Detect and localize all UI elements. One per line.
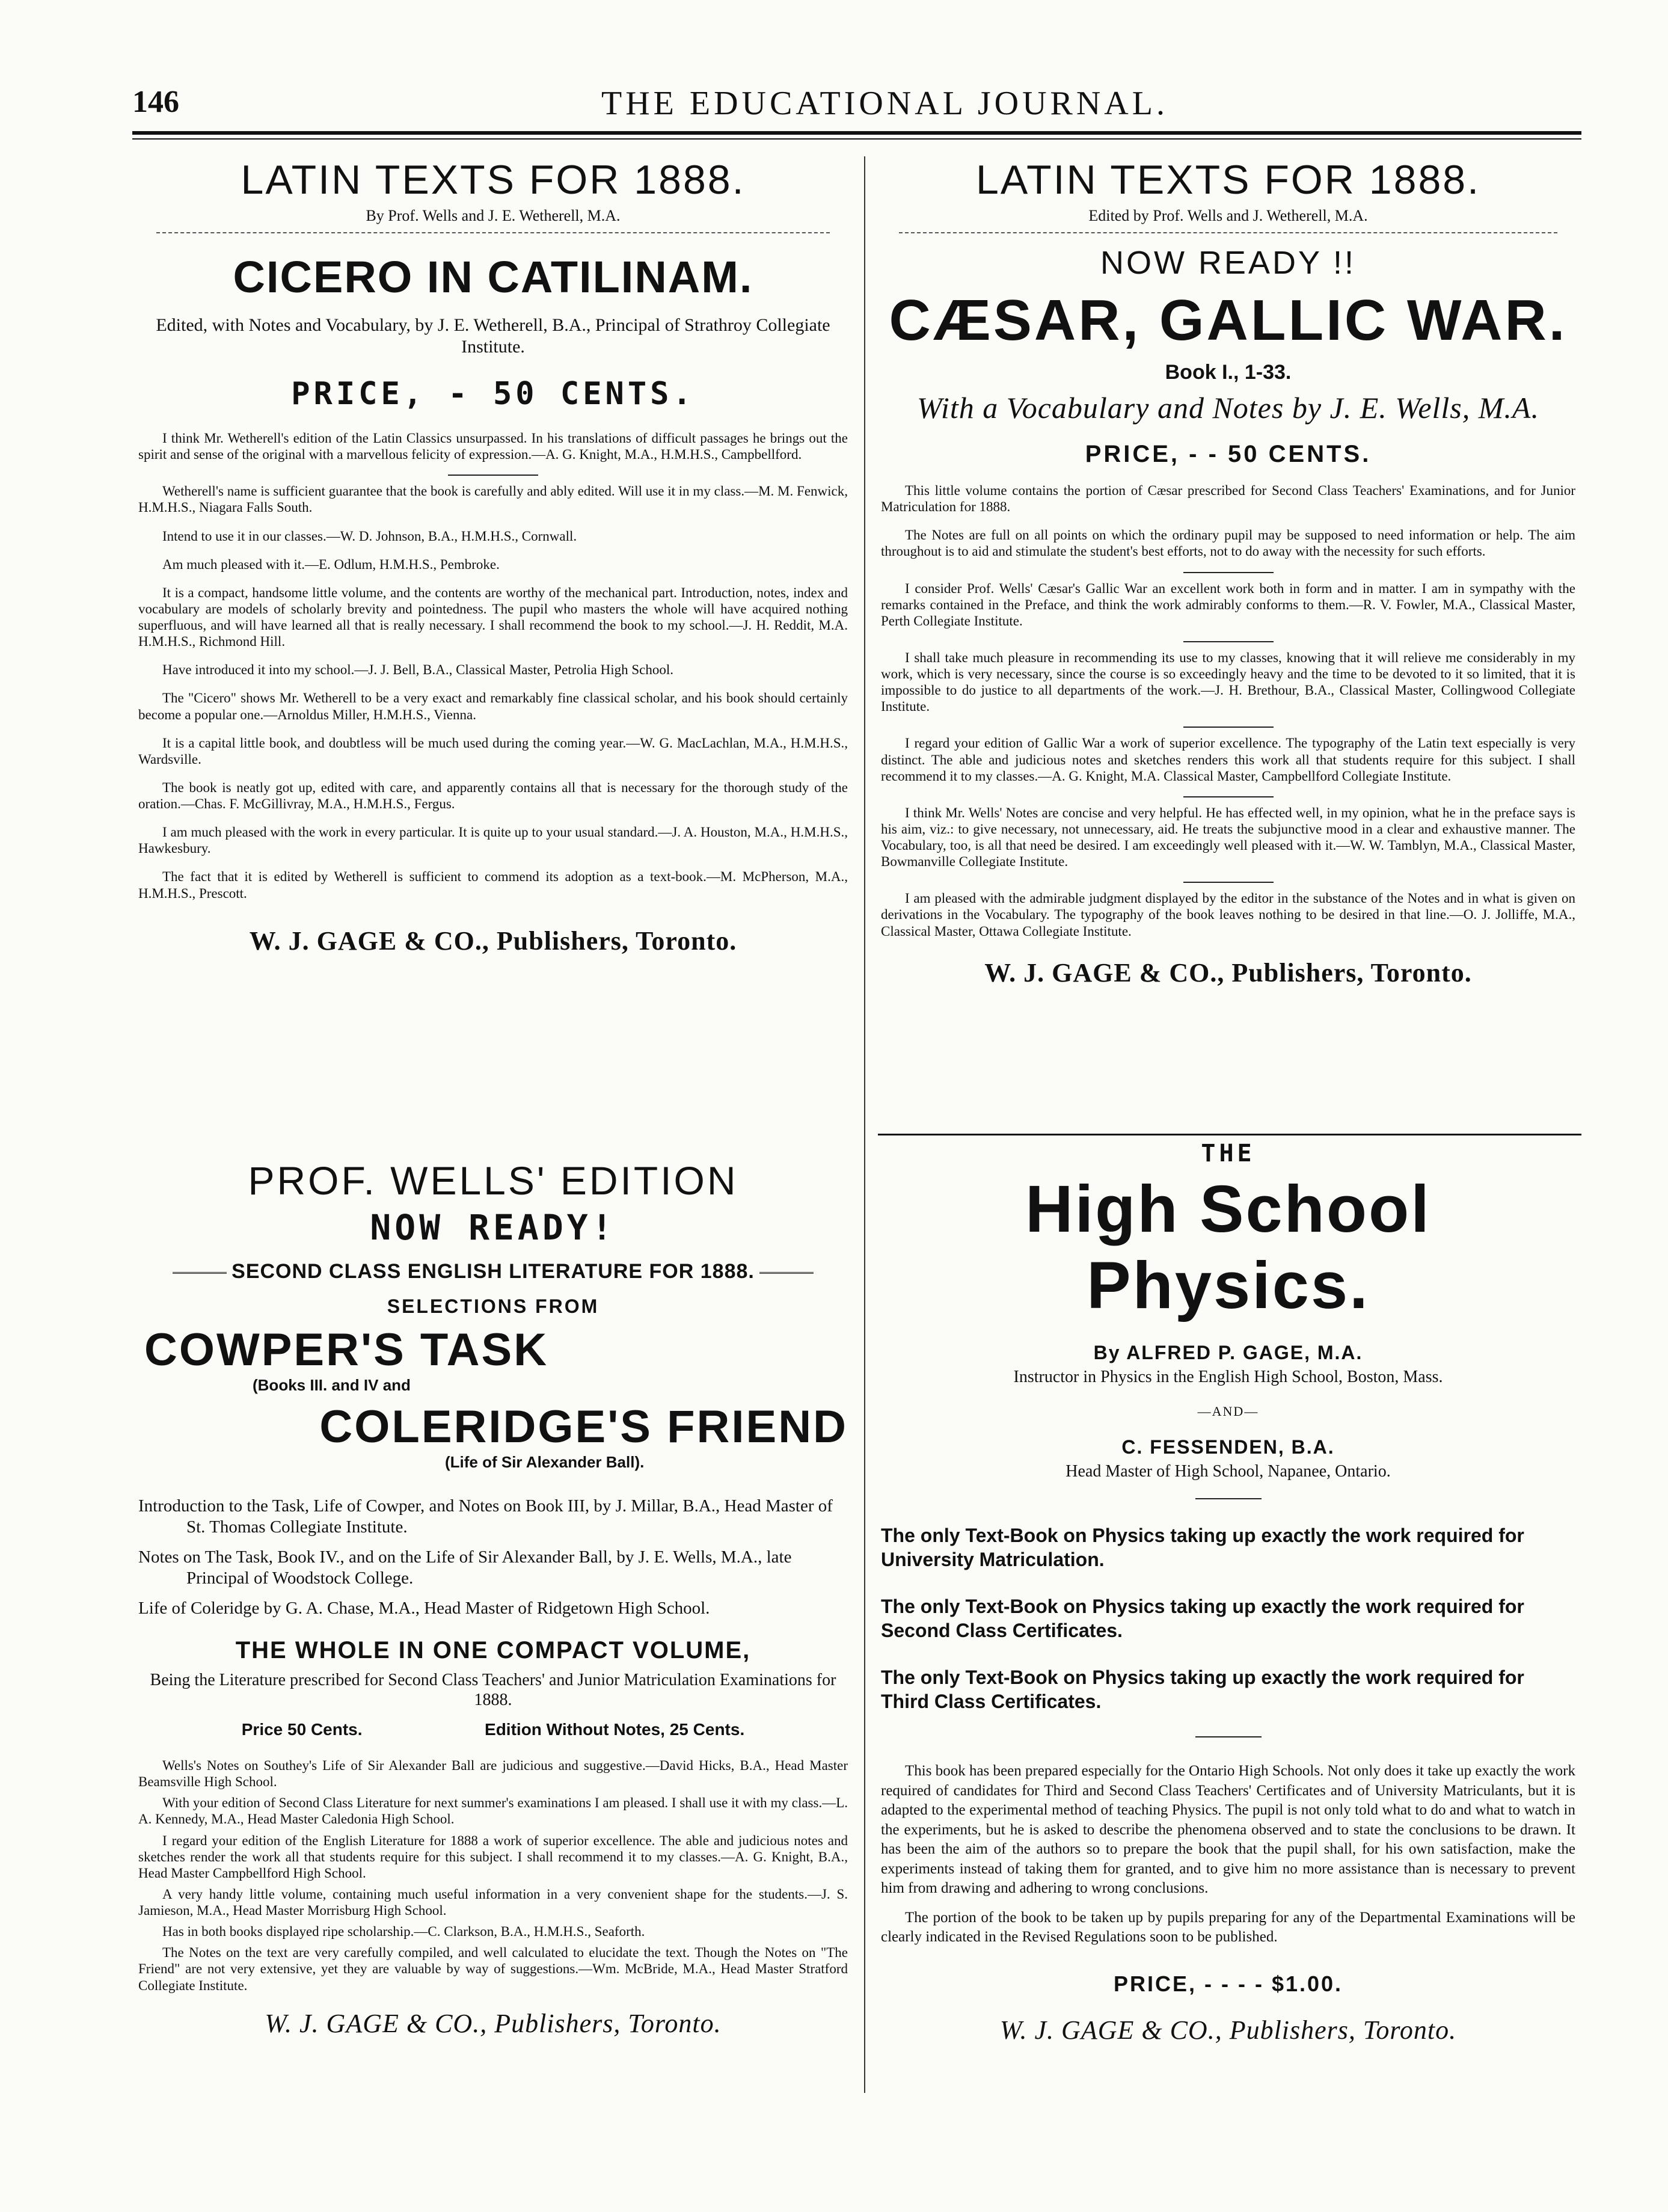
testimonial: The fact that it is edited by Wetherell is sufficient to commend its adoption as a text-book.—M. McPherson, M.A., H.M.H.S., Prescott.	[138, 869, 848, 901]
testimonial: The Notes are full on all points on which the ordinary pupil may be supposed to need information or help. The aim throughout is to aid and stimulate the student's best efforts, not to do away with the necessity for such efforts.	[881, 527, 1575, 559]
testimonial: I regard your edition of the English Literature for 1888 a work of superior excellence. The able and judicious notes and sketches render the work all that students require for this subject. I shall recommend it to my classes.—A. G. Knight, B.A., Head Master Campbellford High School.	[138, 1833, 848, 1881]
section-header: LATIN TEXTS FOR 1888.	[241, 157, 746, 203]
selections-from: SELECTIONS FROM	[387, 1295, 599, 1317]
banner-rule	[173, 1272, 227, 1274]
divider	[1195, 1498, 1262, 1499]
testimonial: It is a capital little book, and doubtless will be much used during the coming year.—W. G. MacLachlan, M.A., H.M.H.S., Wardsville.	[138, 735, 848, 767]
the-label: THE	[1201, 1140, 1256, 1167]
publisher-imprint: W. J. GAGE & CO., Publishers, Toronto.	[984, 957, 1472, 988]
cicero-advert	[132, 150, 854, 1131]
testimonial: A very handy little volume, containing much useful information in a very convenient shape for the students.—J. S. Jamieson, M.A., Head Master Morrisburg High School.	[138, 1886, 848, 1919]
physics-advert	[875, 1140, 1581, 2108]
book-title: CÆSAR, GALLIC WAR.	[889, 288, 1568, 352]
testimonials	[138, 430, 848, 902]
claim: The only Text-Book on Physics taking up exactly the work required for Third Class Certificates.	[881, 1667, 1524, 1712]
testimonial: It is a compact, handsome little volume, and the contents are worthy of the mechanical part. Introduction, notes, index and vocabulary are models of scholarly brevity and pointedness. The pupil who masters the whole will have acquired nothing superfluous, and will have learned all that is really necessary. I shall recommend the book to my school.—J. H. Reddit, M.A. H.M.H.S., Richmond Hill.	[138, 585, 848, 650]
literature-banner	[132, 1260, 854, 1283]
claim: The only Text-Book on Physics taking up exactly the work required for University Matriculation.	[881, 1525, 1524, 1570]
divider	[1183, 882, 1274, 883]
description	[881, 1762, 1575, 1947]
vocab-note: With a Vocabulary and Notes by J. E. Wells, M.A.	[917, 391, 1539, 425]
section-rule	[878, 1134, 1581, 1135]
description-paragraph: The portion of the book to be taken up by pupils preparing for any of the Departmental Examinations will be clearly indicated in the Revised Regulations soon to be published.	[881, 1909, 1575, 1945]
literature-advert	[132, 1140, 854, 2108]
book-title: High School Physics.	[1025, 1172, 1431, 1323]
dashed-rule	[156, 232, 830, 233]
price: PRICE, - - 50 CENTS.	[1085, 441, 1372, 467]
publisher-imprint: W. J. GAGE & CO., Publishers, Toronto.	[249, 926, 737, 956]
divider	[1183, 727, 1274, 728]
divider	[1195, 1736, 1262, 1737]
testimonial: Wetherell's name is sufficient guarantee that the book is carefully and ably edited. Will use it in my class.—M. M. Fenwick, H.M.H.S., Niagara Falls South.	[138, 484, 848, 515]
author-description: Instructor in Physics in the English High School, Boston, Mass.	[1013, 1368, 1443, 1386]
contents-item: Introduction to the Task, Life of Cowper, and Notes on Book III, by J. Millar, B.A., Head Master of St. Thomas Collegiate Institute.	[138, 1496, 833, 1537]
testimonial: I think Mr. Wetherell's edition of the Latin Classics unsurpassed. In his translations of difficult passages he brings out the spirit and sense of the original with a marvellous felicity of expression.—A. G. Knight, M.A., H.M.H.S., Campbellford.	[138, 431, 848, 462]
price: Price 50 Cents.	[241, 1720, 363, 1739]
divider	[1183, 796, 1274, 797]
testimonial: Wells's Notes on Southey's Life of Sir Alexander Ball are judicious and suggestive.—David Hicks, B.A., Head Master Beamsville High School.	[138, 1758, 848, 1790]
divider	[1183, 572, 1274, 573]
testimonial: Am much pleased with it.—E. Odlum, H.M.H.S., Pembroke.	[162, 556, 500, 572]
testimonial: The "Cicero" shows Mr. Wetherell to be a very exact and remarkably fine classical scholar, and his book should certainly become a popular one.—Arnoldus Miller, H.M.H.S., Vienna.	[138, 690, 848, 722]
caesar-advert	[875, 150, 1581, 1131]
column-divider	[864, 156, 865, 2093]
description-paragraph: This book has been prepared especially for the Ontario High Schools. Not only does it take up exactly the work required of candidates for Third and Second Class Teachers' Certificates and of University Matriculants, but it is adapted to the experimental method of teaching Physics. The pupil is not only told what to do and what to watch in the experiments, but he is asked to describe the phenomena observed and to state the conclusions to be drawn. It has been the aim of the authors so to prepare the book that the pupil shall, for his own satisfaction, make the experiments instead of taking them for granted, and to give him no more assistance than is necessary to prevent him from drawing and adhering to wrong conclusions.	[881, 1763, 1575, 1896]
testimonial: The Notes on the text are very carefully compiled, and well calculated to elucidate the text. Though the Notes on "The Friend" are not very extensive, yet they are valuable by way of suggestions.—Wm. McBride, M.A., Head Master Stratford Collegiate Institute.	[138, 1945, 848, 1993]
testimonial: I think Mr. Wells' Notes are concise and very helpful. He has effected well, in my opinion, what he in the preface says is his aim, viz.: to give necessary, not unnecessary, aid. He treats the subjunctive mood in a clear and exhaustive manner. The Vocabulary, too, is all that need be desired. I am exceedingly well pleased with it.—W. W. Tamblyn, M.A., Classical Master, Bowmanville Collegiate Institute.	[881, 805, 1575, 870]
byline: Edited by Prof. Wells and J. Wetherell, M.A.	[1088, 207, 1368, 224]
price: PRICE, - 50 CENTS.	[291, 376, 695, 412]
book-title: CICERO IN CATILINAM.	[233, 252, 753, 302]
now-ready: NOW READY!	[370, 1207, 616, 1248]
price-without-notes: Edition Without Notes, 25 Cents.	[485, 1720, 745, 1739]
dashed-rule	[899, 232, 1557, 233]
testimonial: I am pleased with the admirable judgment displayed by the editor in the substance of the Notes and in what is given on derivations in the Vocabulary. The typography of the book leaves nothing to be desired in that line.—O. J. Jolliffe, M.A., Classical Master, Ottawa Collegiate Institute.	[881, 891, 1575, 939]
journal-title: THE EDUCATIONAL JOURNAL.	[601, 85, 1168, 122]
author: C. FESSENDEN, B.A.	[1121, 1436, 1335, 1458]
banner-rule	[759, 1272, 814, 1274]
contents-item: Notes on The Task, Book IV., and on the Life of Sir Alexander Ball, by J. E. Wells, M.A., late Principal of Woodstock College.	[138, 1547, 792, 1588]
author-description: Head Master of High School, Napanee, Ontario.	[1065, 1462, 1391, 1481]
testimonial: Have introduced it into my school.—J. J. Bell, B.A., Classical Master, Petrolia High School.	[162, 662, 673, 678]
page-header	[132, 84, 1581, 126]
claim: The only Text-Book on Physics taking up exactly the work required for Second Class Certificates.	[881, 1596, 1524, 1641]
testimonial: I regard your edition of Gallic War a work of superior excellence. The typography of the Latin text especially is very distinct. The able and judicious notes and sketches renders this work all that students require for this subject. I shall recommend it to my classes.—A. G. Knight, M.A. Classical Master, Campbellford Collegiate Institute.	[881, 736, 1575, 784]
contents-item: Life of Coleridge by G. A. Chase, M.A., Head Master of Ridgetown High School.	[138, 1598, 710, 1618]
prescribed-note: Being the Literature prescribed for Second Class Teachers' and Junior Matriculation Examinations for 1888.	[150, 1670, 836, 1710]
publisher-imprint: W. J. GAGE & CO., Publishers, Toronto.	[999, 2015, 1457, 2045]
contents-list	[138, 1496, 848, 1619]
divider	[448, 475, 538, 476]
testimonial: This little volume contains the portion of Cæsar prescribed for Second Class Teachers' Examinations, and for Junior Matriculation for 1888.	[881, 483, 1575, 515]
life-note: (Life of Sir Alexander Ball).	[445, 1453, 645, 1471]
price: PRICE, - - - - $1.00.	[1113, 1971, 1343, 1996]
page-number: 146	[132, 85, 179, 119]
whole-volume: THE WHOLE IN ONE COMPACT VOLUME,	[235, 1636, 751, 1664]
testimonial: Intend to use it in our classes.—W. D. Johnson, B.A., H.M.H.S., Cornwall.	[162, 528, 577, 544]
banner-text: SECOND CLASS ENGLISH LITERATURE FOR 1888.	[231, 1260, 755, 1283]
edited-by: Edited, with Notes and Vocabulary, by J. E. Wetherell, B.A., Principal of Strathroy Collegiate Institute.	[156, 315, 830, 357]
publisher-imprint: W. J. GAGE & CO., Publishers, Toronto.	[265, 2008, 722, 2038]
divider	[1183, 641, 1274, 642]
book-range: Book I., 1-33.	[1165, 361, 1292, 384]
testimonial: I shall take much pleasure in recommending its use to my classes, knowing that it will relieve me considerably in my work, which is very necessary, since the course is so exceedingly heavy and the time to be devoted to it so limited, that it is impossible to do justice to all departments of the work.—J. H. Brethour, B.A., Classical Master, Collingwood Collegiate Institute.	[881, 650, 1575, 714]
byline: By Prof. Wells and J. E. Wetherell, M.A.	[366, 207, 621, 224]
section-header: LATIN TEXTS FOR 1888.	[976, 157, 1480, 203]
testimonial: I am much pleased with the work in every particular. It is quite up to your usual standard.—J. A. Houston, M.A., H.M.H.S., Hawkesbury.	[138, 825, 848, 856]
edition-heading: PROF. WELLS' EDITION	[248, 1158, 738, 1203]
price-row	[180, 1720, 806, 1739]
books-note: (Books III. and IV and	[253, 1376, 411, 1394]
now-ready: NOW READY !!	[1100, 245, 1357, 281]
testimonials	[138, 1757, 848, 1994]
and-separator: —AND—	[1197, 1404, 1259, 1419]
testimonial: With your edition of Second Class Literature for next summer's examinations I am pleased. I shall use it with my class.—L. A. Kennedy, M.A., Head Master Caledonia High School.	[138, 1795, 848, 1827]
author: By ALFRED P. GAGE, M.A.	[1093, 1342, 1363, 1363]
header-rule	[132, 131, 1581, 140]
testimonial: Has in both books displayed ripe scholarship.—C. Clarkson, B.A., H.M.H.S., Seaforth.	[162, 1924, 645, 1940]
testimonial: I consider Prof. Wells' Cæsar's Gallic War an excellent work both in form and in matter. I am in sympathy with the remarks contained in the Preface, and think the work admirably conforms to them.—R. V. Fowler, M.A., Classical Master, Perth Collegiate Institute.	[881, 580, 1575, 628]
coleridge-title: COLERIDGE'S FRIEND	[319, 1401, 848, 1452]
cowper-title: COWPER'S TASK	[144, 1324, 549, 1375]
testimonials	[881, 482, 1575, 939]
testimonial: The book is neatly got up, edited with care, and apparently contains all that is necessary for the thorough study of the oration.—Chas. F. McGillivray, M.A., H.M.H.S., Fergus.	[138, 779, 848, 811]
